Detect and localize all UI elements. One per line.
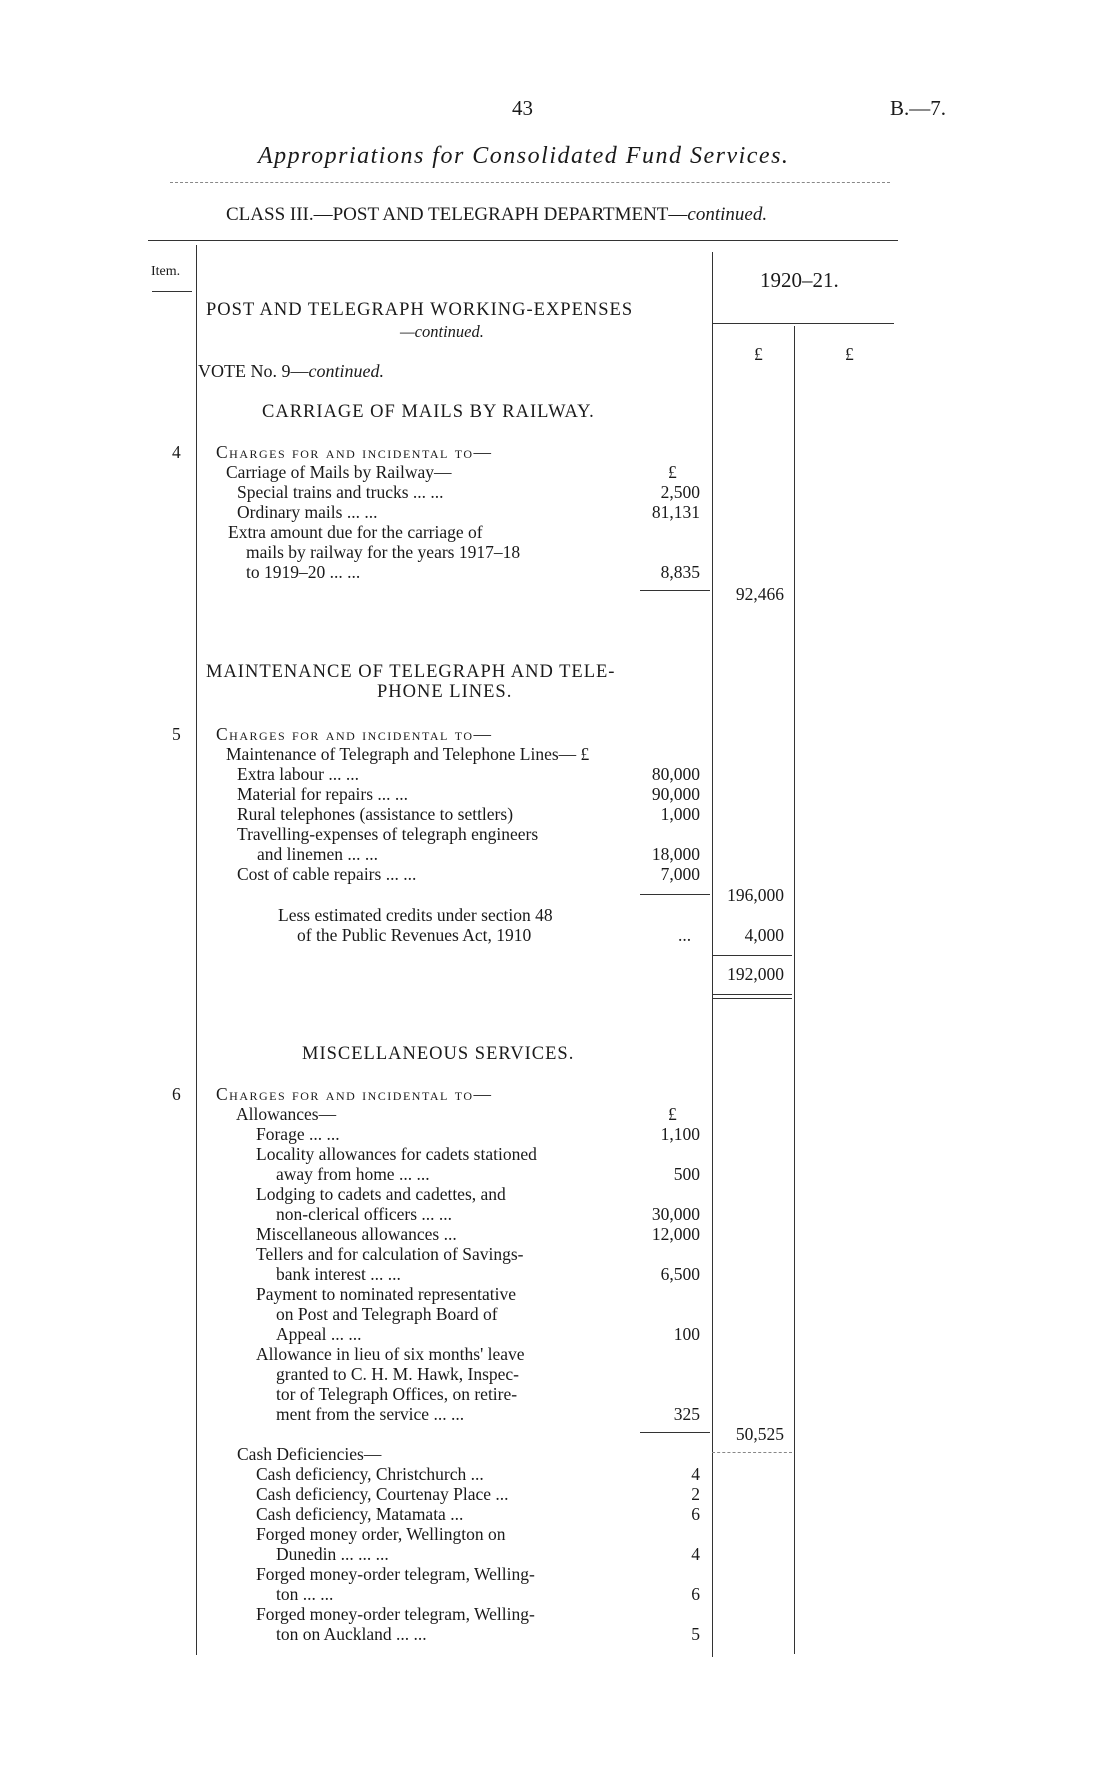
misc-row-value: 30,000 <box>651 1204 700 1224</box>
year-header: 1920–21. <box>760 268 839 292</box>
misc-row-label: Payment to nominated representative <box>256 1284 516 1304</box>
class-label: CLASS III.—POST AND TELEGRAPH DEPARTMENT— <box>226 204 688 225</box>
misc-pound-sign: £ <box>668 1104 677 1124</box>
vote-continued: continued. <box>308 361 384 381</box>
misc-row-label: away from home ... ... <box>276 1164 430 1184</box>
misc-row-label: bank interest ... ... <box>276 1264 401 1284</box>
railway-row-label: mails by railway for the years 1917–18 <box>246 542 521 562</box>
misc-row-label: Allowance in lieu of six months' leave <box>256 1344 525 1364</box>
misc-allowances-heading: Allowances— <box>236 1104 337 1124</box>
misc-row-label: Lodging to cadets and cadettes, and <box>256 1184 506 1204</box>
misc-row-value: 12,000 <box>651 1224 700 1244</box>
misc-row-label: Tellers and for calculation of Savings- <box>256 1244 524 1264</box>
railway-sub-heading: Carriage of Mails by Railway— <box>226 462 452 482</box>
railway-row-label: to 1919–20 ... ... <box>246 562 361 582</box>
railway-row-value: 81,131 <box>651 502 700 522</box>
page-title: Appropriations for Consolidated Fund Services. <box>258 143 790 169</box>
telegraph-row-label: and linemen ... ... <box>257 844 379 864</box>
misc-row-label: ment from the service ... ... <box>276 1404 465 1424</box>
title-rule <box>170 182 890 183</box>
telegraph-row-label: Travelling-expenses of telegraph engineers <box>237 824 539 844</box>
misc-cash-row-label: Cash deficiency, Courtenay Place ... <box>256 1484 509 1504</box>
railway-item-number: 4 <box>172 442 181 462</box>
misc-cash-row-label: Cash deficiency, Christchurch ... <box>256 1464 484 1484</box>
misc-charges-label: Charges for and incidental to— <box>216 1084 493 1104</box>
telegraph-subtotal: 196,000 <box>727 885 784 905</box>
railway-row-label: Special trains and trucks ... ... <box>237 482 444 502</box>
class-heading <box>226 204 767 226</box>
telegraph-section-heading: MAINTENANCE OF TELEGRAPH AND TELE- <box>206 662 616 682</box>
misc-row-label: granted to C. H. M. Hawk, Inspec- <box>276 1364 520 1384</box>
telegraph-row-label: Cost of cable repairs ... ... <box>237 864 417 884</box>
railway-sum-rule <box>640 590 710 591</box>
misc-cash-row-label: ton ... ... <box>276 1584 334 1604</box>
railway-row-label: Extra amount due for the carriage of <box>228 522 483 542</box>
misc-row-value: 6,500 <box>660 1264 700 1284</box>
misc-allowances-total: 50,525 <box>735 1424 784 1444</box>
year-header-rule <box>712 323 894 324</box>
misc-row-value: 1,100 <box>660 1124 700 1144</box>
misc-row-label: Forage ... ... <box>256 1124 340 1144</box>
misc-row-value: 500 <box>673 1164 700 1184</box>
railway-charges-label: Charges for and incidental to— <box>216 442 493 462</box>
telegraph-row-value: 90,000 <box>651 784 700 804</box>
vote-number: VOTE No. 9— <box>198 361 309 381</box>
misc-cash-row-value: 5 <box>691 1624 700 1644</box>
vote-label <box>198 361 384 381</box>
misc-cash-row-label: Forged money-order telegram, Welling- <box>256 1564 535 1584</box>
misc-row-label: on Post and Telegraph Board of <box>276 1304 498 1324</box>
main-heading: POST AND TELEGRAPH WORKING-EXPENSES <box>206 300 634 320</box>
telegraph-section-heading-2: PHONE LINES. <box>377 682 513 702</box>
railway-total: 92,466 <box>735 584 784 604</box>
item-column-header: Item. <box>151 264 181 279</box>
pound-header-right: £ <box>845 344 854 364</box>
telegraph-sum-rule <box>640 894 710 895</box>
telegraph-row-value: 1,000 <box>660 804 700 824</box>
railway-section-heading: CARRIAGE OF MAILS BY RAILWAY. <box>262 402 595 422</box>
telegraph-net-rule-1 <box>712 994 792 995</box>
table-top-rule <box>148 240 898 241</box>
telegraph-less-credits: Less estimated credits under section 48 <box>278 905 553 925</box>
misc-allowances-sum-rule <box>640 1432 710 1433</box>
railway-row-value: 8,835 <box>660 562 700 582</box>
telegraph-sub-heading: Maintenance of Telegraph and Telephone Lines— £ <box>226 744 590 764</box>
main-heading-continued: —continued. <box>400 322 484 341</box>
telegraph-less-credits-2: of the Public Revenues Act, 1910 <box>297 925 532 945</box>
telegraph-credits: 4,000 <box>744 925 784 945</box>
misc-cash-row-value: 6 <box>691 1504 700 1524</box>
misc-cash-row-label: Dunedin ... ... ... <box>276 1544 389 1564</box>
misc-row-label: Miscellaneous allowances ... <box>256 1224 457 1244</box>
inner-amount-divider <box>794 326 795 1654</box>
telegraph-net-rule-2 <box>712 998 792 999</box>
misc-row-value: 100 <box>673 1324 700 1344</box>
misc-section-heading: MISCELLANEOUS SERVICES. <box>302 1044 575 1064</box>
telegraph-row-label: Extra labour ... ... <box>237 764 359 784</box>
telegraph-credits-rule <box>712 955 792 956</box>
item-header-rule <box>152 291 192 292</box>
railway-pound-sign: £ <box>668 462 677 482</box>
misc-item-number: 6 <box>172 1084 181 1104</box>
misc-cash-heading: Cash Deficiencies— <box>237 1444 382 1464</box>
misc-cash-row-value: 6 <box>691 1584 700 1604</box>
misc-row-label: Locality allowances for cadets stationed <box>256 1144 537 1164</box>
misc-cash-row-value: 4 <box>691 1464 700 1484</box>
misc-allowances-total-rule <box>712 1452 792 1453</box>
misc-cash-row-value: 2 <box>691 1484 700 1504</box>
telegraph-charges-label: Charges for and incidental to— <box>216 724 493 744</box>
telegraph-row-value: 80,000 <box>651 764 700 784</box>
telegraph-item-number: 5 <box>172 724 181 744</box>
telegraph-row-value: 18,000 <box>651 844 700 864</box>
telegraph-row-label: Rural telephones (assistance to settlers) <box>237 804 514 824</box>
document-ref: B.—7. <box>890 96 947 120</box>
misc-cash-row-value: 4 <box>691 1544 700 1564</box>
telegraph-row-value: 7,000 <box>660 864 700 884</box>
railway-row-label: Ordinary mails ... ... <box>237 502 378 522</box>
item-column-divider <box>196 245 197 1655</box>
misc-row-label: non-clerical officers ... ... <box>276 1204 453 1224</box>
telegraph-row-label: Material for repairs ... ... <box>237 784 409 804</box>
class-continued: continued. <box>687 204 768 225</box>
telegraph-net-total: 192,000 <box>727 964 784 984</box>
misc-cash-row-label: Forged money order, Wellington on <box>256 1524 506 1544</box>
page-number: 43 <box>512 96 533 120</box>
telegraph-less-dots: ... <box>678 925 692 945</box>
railway-row-value: 2,500 <box>660 482 700 502</box>
misc-cash-row-label: Forged money-order telegram, Welling- <box>256 1604 535 1624</box>
misc-cash-row-label: Cash deficiency, Matamata ... <box>256 1504 464 1524</box>
misc-row-label: Appeal ... ... <box>276 1324 362 1344</box>
misc-row-value: 325 <box>673 1404 700 1424</box>
pound-header-left: £ <box>754 344 763 364</box>
misc-row-label: tor of Telegraph Offices, on retire- <box>276 1384 518 1404</box>
misc-cash-row-label: ton on Auckland ... ... <box>276 1624 427 1644</box>
